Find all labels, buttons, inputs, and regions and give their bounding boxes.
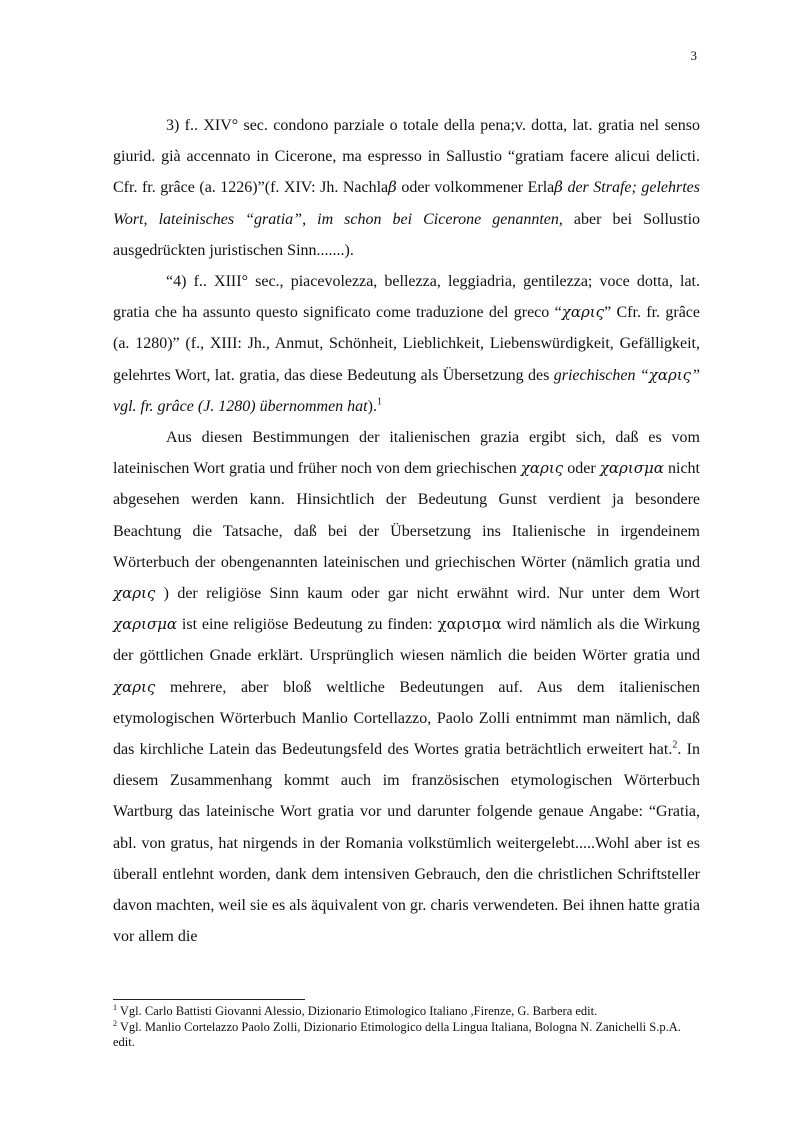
p1-text-a: 3) f.. XIV° sec. condono parziale o totale della pena;v. dotta, lat. gratia nel senso giurid. già accennato in Cicerone, ma espresso in Sallustio “gratiam facere alicui delicti. Cfr. fr. grâce (a. 1226)”(f. XIV: Jh. Nachla [113, 117, 700, 197]
greek-word-charis: χαρις [113, 677, 156, 696]
footnote-2 [113, 1020, 700, 1051]
greek-word-charisma: χαρισμα [437, 615, 502, 634]
footnote-separator [113, 999, 305, 1000]
p3-text-c: nicht abgesehen werden kann. Hinsichtlich der Bedeutung Gunst verdient ja besondere Beachtung die Tatsache, daß bei der Übersetzung ins Italienische in irgendeinem Wörterbuch der obengenannten lateinischen und griechischen Wörter (nämlich gratia und [113, 460, 700, 571]
greek-word-charis: χαρις [113, 584, 156, 603]
p3-text-g: mehrere, aber bloß weltliche Bedeutungen auf. Aus dem italienischen etymologischen Wörterbuch Manlio Cortellazzo, Paolo Zolli entnimmt man nämlich, daß das kirchliche Latein das Bedeutungsfeld des Wortes gratia beträchtlich erweitert hat. [113, 678, 700, 759]
page-number: 3 [690, 48, 697, 63]
footnote-number: 2 [113, 1018, 117, 1028]
footnote-ref-1[interactable]: 1 [376, 396, 382, 408]
p3-text-a: Aus diesen Bestimmungen der italienischen grazia ergibt sich, daß es vom lateinischen Wort gratia und früher noch von dem griechischen [113, 429, 700, 478]
footnote-1 [113, 1004, 700, 1020]
greek-word-charis: χαρις [520, 459, 564, 478]
footnote-ref-2[interactable]: 2 [672, 739, 678, 751]
greek-word-charisma: χαρισμα [113, 615, 178, 634]
p2-text-e: ). [367, 397, 377, 415]
p3-text-b: oder [563, 460, 600, 478]
greek-word-charisma: χαρισμα [599, 459, 664, 478]
body-text [113, 110, 700, 952]
p2-text-a: “4) f.. XIII° sec., piacevolezza, bellezza, leggiadria, gentilezza; voce dotta, lat. gratia che ha assunto questo significato come traduzione del greco “ [113, 273, 700, 322]
p3-text-h: . In diesem Zusammenhang kommt auch im französischen etymologischen Wörterbuch Wartburg das lateinische Wort gratia vor und darunter folgende genaue Angabe: “Gratia, abl. von gratus, hat nirgends in der Romania volkstümlich weitergelebt.....Wohl aber ist es überall entlehnt worden, dank dem intensiven Gebrauch, den die christlichen Schriftsteller davon machten, weil sie es als äquivalent von gr. charis verwendeten. Bei ihnen hatte gratia vor allem die [113, 741, 701, 946]
p2-italic-text: ” vgl. fr. grâce (J. 1280) übernommen hat [113, 366, 700, 415]
beta-symbol: β [554, 178, 563, 197]
footnote-text: Vgl. Carlo Battisti Giovanni Alessio, Dizionario Etimologico Italiano ,Firenze, G. Barbera edit. [117, 1004, 598, 1018]
p1-italic-text: der Strafe; gelehrtes Wort, lateinisches “gratia”, im schon bei Cicerone genannten, [113, 179, 700, 228]
beta-symbol: β [388, 178, 397, 197]
p2-text-b: ” Cfr. fr. grâce (a. 1280)” (f., XIII: Jh., Anmut, Schönheit, Lieblichkeit, Liebenswürdigkeit, Gefälligkeit, gelehrtes Wort, lat. gratia, das diese Bedeutung als Übersetzung des [113, 304, 701, 384]
paragraph-1 [113, 110, 700, 266]
p1-text-b: oder volkommener Erla [396, 179, 555, 197]
footnote-number: 1 [113, 1002, 117, 1012]
p3-text-d: ) der religiöse Sinn kaum oder gar nicht erwähnt wird. Nur unter dem Wort [155, 585, 700, 603]
footnote-text: Vgl. Manlio Cortelazzo Paolo Zolli, Dizionario Etimologico della Lingua Italiana, Bologna N. Zanichelli S.p.A. edit. [113, 1019, 681, 1049]
paragraph-3 [113, 422, 700, 952]
paragraph-2 [113, 266, 700, 422]
greek-word-charis: χαρις [648, 365, 692, 384]
p3-text-f: wird nämlich als die Wirkung der göttlichen Gnade erklärt. Ursprünglich wiesen nämlich die beiden Wörter gratia und [113, 616, 700, 665]
footnotes [113, 1004, 700, 1051]
greek-word-charis: χαρις [561, 303, 605, 322]
p2-italic-text: griechischen “ [553, 366, 649, 384]
p3-text-e: ist eine religiöse Bedeutung zu finden: [177, 616, 438, 634]
p1-text-d: aber bei Sollustio ausgedrückten juristischen Sinn.......). [113, 210, 701, 259]
